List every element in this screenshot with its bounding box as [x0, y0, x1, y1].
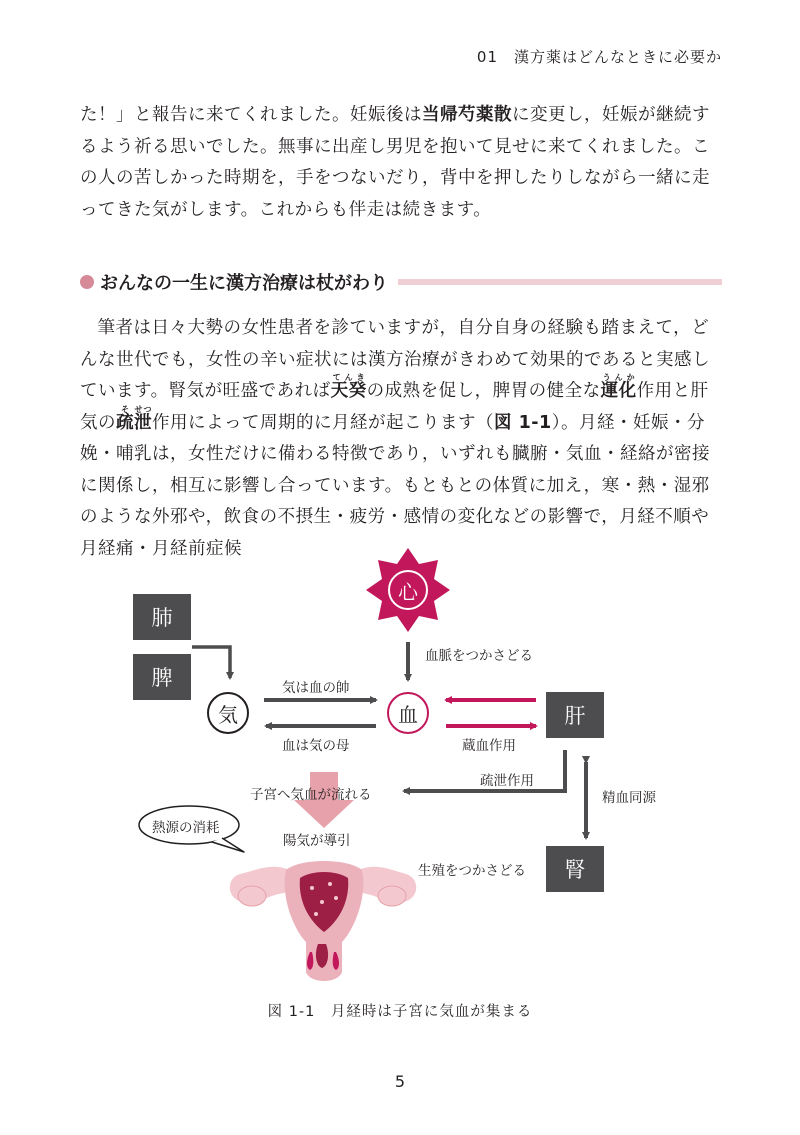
label-uterus-flow: 子宮へ気血が流れる — [250, 787, 372, 803]
term-so — [116, 404, 134, 433]
liver-box: 肝 — [546, 692, 604, 738]
label-liver-store: 蔵血作用 — [462, 738, 516, 754]
figure-1-1 — [0, 540, 800, 1000]
term-text: 疏 — [116, 412, 134, 433]
text: 作用によって周期的に月経が起こります（ — [152, 412, 494, 433]
label-blood-ki: 血は気の母 — [282, 738, 350, 754]
text: 作用と肝気の — [80, 381, 709, 433]
text: の成熟を促し，脾胃の健全な — [366, 381, 601, 401]
paragraph-intro — [80, 100, 720, 226]
term-text: 泄 — [134, 412, 152, 433]
furigana: てんき — [330, 373, 367, 382]
arrow-spleen-to-ki — [192, 647, 230, 678]
label-yang: 陽気が導引 — [283, 833, 351, 849]
kidney-box: 腎 — [546, 846, 604, 892]
bullet-dot-icon — [80, 275, 94, 289]
term-text: 天癸 — [330, 381, 367, 401]
running-header: 01 漢方薬はどんなときに必要か — [476, 48, 722, 66]
term-setsu — [134, 404, 152, 433]
spleen-box: 脾 — [133, 654, 191, 700]
label-essence: 精血同源 — [602, 790, 656, 806]
label-dispersion: 疏泄作用 — [480, 773, 534, 789]
text: た！」と報告に来てくれました。妊娠後は — [80, 105, 422, 125]
figure-reference: 図 1-1 — [494, 412, 552, 433]
text: ）。月経・妊娠・分娩・哺乳は，女性だけに備わる特徴であり，いずれも臓腑・気血・経絡が密接に関係し，相互に影響し合っています。もともとの体質に加え，寒・熱・湿邪のような外邪や，飲食の不摂生・疲労・感情の変化などの影響で，月経不順や月経痛・月経前症候 — [80, 412, 710, 559]
section-heading — [80, 268, 722, 296]
term-unka — [600, 373, 637, 401]
label-kidney-function: 生殖をつかさどる — [418, 863, 526, 879]
label-heart-function: 血脈をつかさどる — [425, 648, 533, 664]
prescription-name: 当帰芍薬散 — [422, 105, 512, 125]
section-title: おんなの一生に漢方治療は杖がわり — [100, 273, 388, 294]
figure-caption: 図 1-1 月経時は子宮に気血が集まる — [267, 1004, 533, 1020]
bubble-text: 熱源の消耗 — [152, 820, 220, 836]
label-ki-blood: 気は血の帥 — [282, 680, 350, 696]
blood-circle: 血 — [387, 692, 429, 734]
lung-box: 肺 — [133, 594, 191, 640]
furigana: そ — [116, 404, 134, 414]
uterus-illustration — [230, 861, 417, 981]
text: 筆者は日々大勢の女性患者を診ていますが，自分自身の経験も踏まえて，どんな世代でも，女性の辛い症状には漢方治療がきわめて効果的であると実感しています。腎気が旺盛であれば — [80, 318, 710, 401]
furigana: せつ — [134, 404, 152, 414]
heart-label: 心 — [398, 579, 418, 604]
page-number: 5 — [394, 1072, 406, 1091]
text: に変更し，妊娠が継続するよう祈る思いでした。無事に出産し男児を抱いて見せに来てくれました。この人の苦しかった時期を，手をつないだり，背中を押したりしながら一緒に走ってきた気がします。これからも伴走は続きます。 — [80, 105, 710, 220]
furigana: うんか — [600, 373, 637, 382]
heading-rule — [398, 279, 722, 285]
ki-circle: 気 — [207, 692, 249, 734]
term-tenki — [330, 373, 367, 401]
term-text: 運化 — [600, 381, 637, 401]
paragraph-main — [80, 313, 720, 565]
